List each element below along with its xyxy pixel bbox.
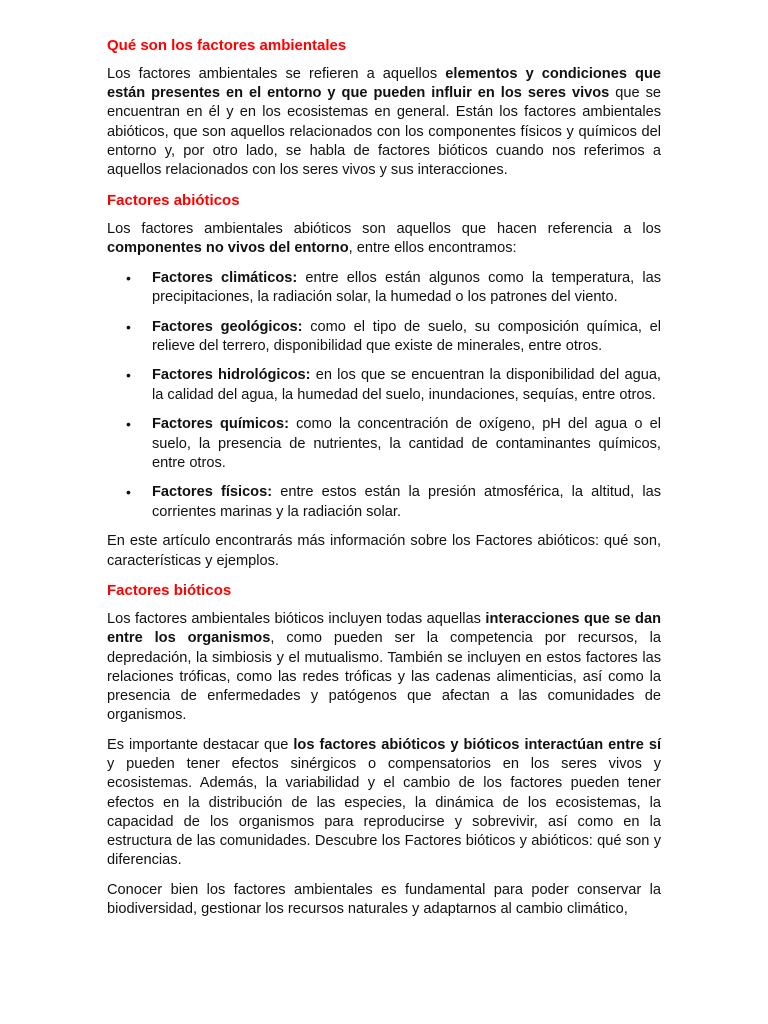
heading-factores-abioticos: Factores abióticos	[107, 191, 240, 209]
list-item-text: en los que se encuentran la disponibilidad del agua, la calidad del agua, la humedad del suelo, inundaciones, sequías, entre otros.	[152, 367, 661, 403]
paragraph-interaction-text-c: y pueden tener efectos sinérgicos o compensatorios en los seres vivos y ecosistemas. Además, la variabilidad y el cambio de los factores pueden tener efectos en la distribución de las especies, la dinámica de los ecosistemas, la capacidad de los organismos para reproducirse y sobrevivir, así como en la estructura de las comunidades. Descubre los Factores bióticos y abióticos: qué son y diferencias.	[107, 756, 661, 869]
paragraph-abioticos-text-c: , entre ellos encontramos:	[348, 239, 517, 256]
paragraph-intro-text-a: Los factores ambientales se refieren a aquellos	[107, 66, 446, 82]
paragraph-intro-bold: elementos y condiciones que están presentes en el entorno y que pueden influir en los seres vivos	[107, 66, 662, 102]
list-item-term: Factores físicos:	[152, 484, 273, 501]
paragraph-interaction-text-a: Es importante destacar que	[107, 736, 294, 753]
paragraph-interaction	[107, 736, 661, 870]
paragraph-abioticos-text-a: Los factores ambientales abióticos son aquellos que hacen referencia a los	[107, 220, 661, 237]
paragraph-conclusion: Conocer bien los factores ambientales es fundamental para poder conservar la biodiversidad, gestionar los recursos naturales y adaptarnos al cambio climático,	[107, 881, 661, 918]
heading-factores-bioticos: Factores bióticos	[107, 582, 232, 600]
list-item-fisicos	[107, 483, 661, 521]
paragraph-bioticos	[107, 610, 661, 725]
list-item-term: Factores geológicos:	[152, 318, 303, 335]
paragraph-bioticos-bold: interacciones que se dan entre los organismos	[107, 611, 661, 647]
list-item-term: Factores hidrológicos:	[152, 367, 311, 384]
paragraph-interaction-bold: los factores abióticos y bióticos interactúan entre sí	[293, 736, 661, 753]
paragraph-intro	[107, 65, 661, 180]
paragraph-abioticos	[107, 220, 661, 258]
list-item-text: entre estos están la presión atmosférica, la altitud, las corrientes marinas y la radiación solar.	[152, 484, 661, 520]
heading-factores-ambientales: Qué son los factores ambientales	[107, 37, 347, 54]
list-item-text: como el tipo de suelo, su composición química, el relieve del terrero, disponibilidad que existe de minerales, entre otros.	[152, 318, 662, 354]
list-item-hidrologicos	[107, 366, 661, 404]
paragraph-more-info: En este artículo encontrarás más información sobre los Factores abióticos: qué son, características y ejemplos.	[107, 533, 661, 569]
list-item-climaticos	[107, 269, 661, 307]
paragraph-intro-text-c: que se encuentran en él y en los ecosistemas en general. Están los factores ambientales abióticos, que son aquellos relacionados con los componentes físicos y químicos del entorno y, por otro lado, se habla de factores bióticos cuando nos referimos a aquellos relacionados con los seres vivos y sus interacciones.	[107, 85, 661, 179]
paragraph-bioticos-text-a: Los factores ambientales bióticos incluyen todas aquellas	[107, 611, 486, 628]
abiotic-factors-list	[107, 269, 661, 522]
list-item-term: Factores químicos:	[152, 416, 289, 433]
list-item-text: entre ellos están algunos como la temperatura, las precipitaciones, la radiación solar, la humedad o los patrones del viento.	[152, 269, 661, 305]
article-content	[107, 36, 661, 919]
paragraph-bioticos-text-c: , como pueden ser la competencia por recursos, la depredación, la simbiosis y el mutualismo. También se incluyen en estos factores las relaciones tróficas, como las redes tróficas y las cadenas alimenticias, así como la presencia de enfermedades y patógenos que afectan a las comunidades de organismos.	[107, 630, 661, 724]
paragraph-abioticos-bold: componentes no vivos del entorno	[107, 239, 349, 256]
list-item-text: como la concentración de oxígeno, pH del agua o el suelo, la presencia de nutrientes, la cantidad de contaminantes químicos, entre otros.	[152, 416, 662, 471]
list-item-quimicos	[107, 415, 661, 473]
list-item-term: Factores climáticos:	[152, 269, 298, 286]
list-item-geologicos	[107, 318, 661, 356]
